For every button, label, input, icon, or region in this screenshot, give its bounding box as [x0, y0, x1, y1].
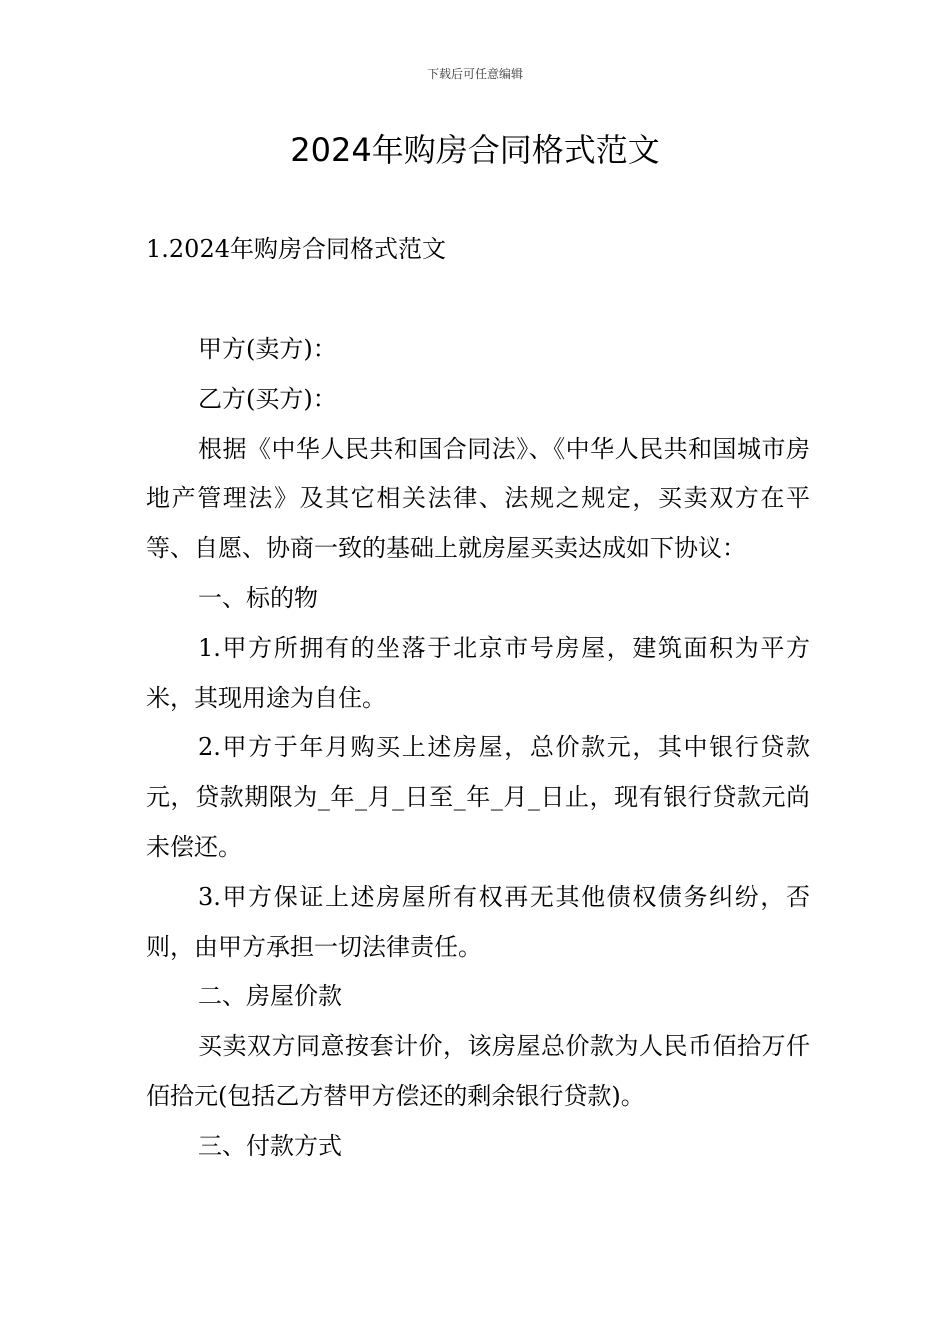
paragraph-heading-price: 二、房屋价款: [198, 982, 342, 1011]
paragraph-clause-1: 1.甲方所拥有的坐落于北京市号房屋，建筑面积为平方米，其现用途为自住。: [146, 633, 810, 712]
paragraph-price-terms: 买卖双方同意按套计价，该房屋总价款为人民币佰拾万仟佰拾元(包括乙方替甲方偿还的剩余银行贷款)。: [146, 1032, 810, 1110]
paragraph-heading-payment: 三、付款方式: [198, 1131, 342, 1160]
paragraph-seller: 甲方(卖方)：: [198, 335, 337, 363]
document-title: 2024年购房合同格式范文: [290, 131, 660, 169]
header-note: 下载后可任意编辑: [426, 67, 523, 81]
paragraph-clause-2: 2.甲方于年月购买上述房屋，总价款元，其中银行贷款元，贷款期限为_年_月_日至_年_月_日止，现有银行贷款元尚未偿还。: [146, 733, 810, 861]
paragraph-clause-3: 3.甲方保证上述房屋所有权再无其他债权债务纠纷，否则，由甲方承担一切法律责任。: [146, 882, 810, 961]
paragraph-buyer: 乙方(买方)：: [198, 384, 337, 413]
section-title: 1.2024年购房合同格式范文: [146, 235, 446, 263]
document-body: [146, 325, 810, 1172]
paragraph-heading-subject: 一、标的物: [198, 583, 318, 612]
paragraph-legal-basis: 根据《中华人民共和国合同法》、《中华人民共和国城市房地产管理法》及其它相关法律、法规之规定，买卖双方在平等、自愿、协商一致的基础上就房屋买卖达成如下协议：: [146, 434, 810, 563]
